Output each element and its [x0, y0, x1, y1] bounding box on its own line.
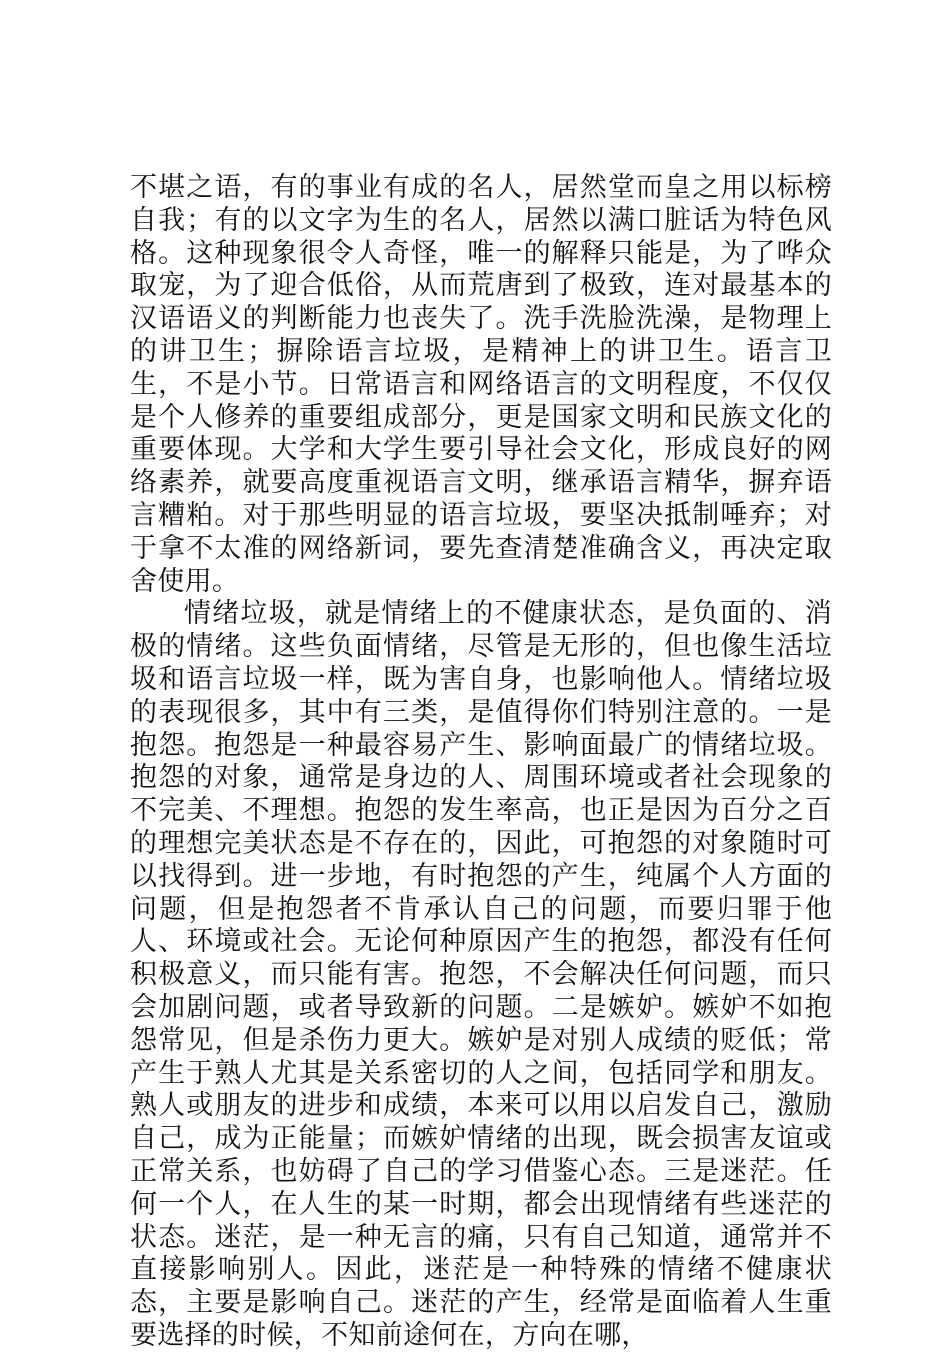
paragraph-emotional-garbage: 情绪垃圾，就是情绪上的不健康状态，是负面的、消极的情绪。这些负面情绪，尽管是无形的，但也像生活垃圾和语言垃圾一样，既为害自身，也影响他人。情绪垃圾的表现很多，其中有三类，是值得你们特别注意的。一是抱怨。抱怨是一种最容易产生、影响面最广的情绪垃圾。抱怨的对象，通常是身边的人、周围环境或者社会现象的不完美、不理想。抱怨的发生率高，也正是因为百分之百的理想完美状态是不存在的，因此，可抱怨的对象随时可以找得到。进一步地，有时抱怨的产生，纯属个人方面的问题，但是抱怨者不肯承认自己的问题，而要归罪于他人、环境或社会。无论何种原因产生的抱怨，都没有任何积极意义，而只能有害。抱怨，不会解决任何问题，而只会加剧问题，或者导致新的问题。二是嫉妒。嫉妒不如抱怨常见，但是杀伤力更大。嫉妒是对别人成绩的贬低；常产生于熟人尤其是关系密切的人之间，包括同学和朋友。熟人或朋友的进步和成绩，本来可以用以启发自己，激励自己，成为正能量；而嫉妒情绪的出现，既会损害友谊或正常关系，也妨碍了自己的学习借鉴心态。三是迷茫。任何一个人，在人生的某一时期，都会出现情绪有些迷茫的状态。迷茫，是一种无言的痛，只有自己知道，通常并不直接影响别人。因此，迷茫是一种特殊的情绪不健康状态，主要是影响自己。迷茫的产生，经常是面临着人生重要选择的时候，不知前途何在，方向在哪， — [130, 598, 832, 1351]
paragraph-language-hygiene: 不堪之语，有的事业有成的名人，居然堂而皇之用以标榜自我；有的以文字为生的名人，居然以满口脏话为特色风格。这种现象很令人奇怪，唯一的解释只能是，为了哗众取宠，为了迎合低俗，从而荒唐到了极致，连对最基本的汉语语义的判断能力也丧失了。洗手洗脸洗澡，是物理上的讲卫生；摒除语言垃圾，是精神上的讲卫生。语言卫生，不是小节。日常语言和网络语言的文明程度，不仅仅是个人修养的重要组成部分，更是国家文明和民族文化的重要体现。大学和大学生要引导社会文化，形成良好的网络素养，就要高度重视语言文明，继承语言精华，摒弃语言糟粕。对于那些明显的语言垃圾，要坚决抵制唾弃；对于拿不太准的网络新词，要先查清楚准确含义，再决定取舍使用。 — [130, 172, 832, 597]
document-body — [130, 172, 832, 1353]
